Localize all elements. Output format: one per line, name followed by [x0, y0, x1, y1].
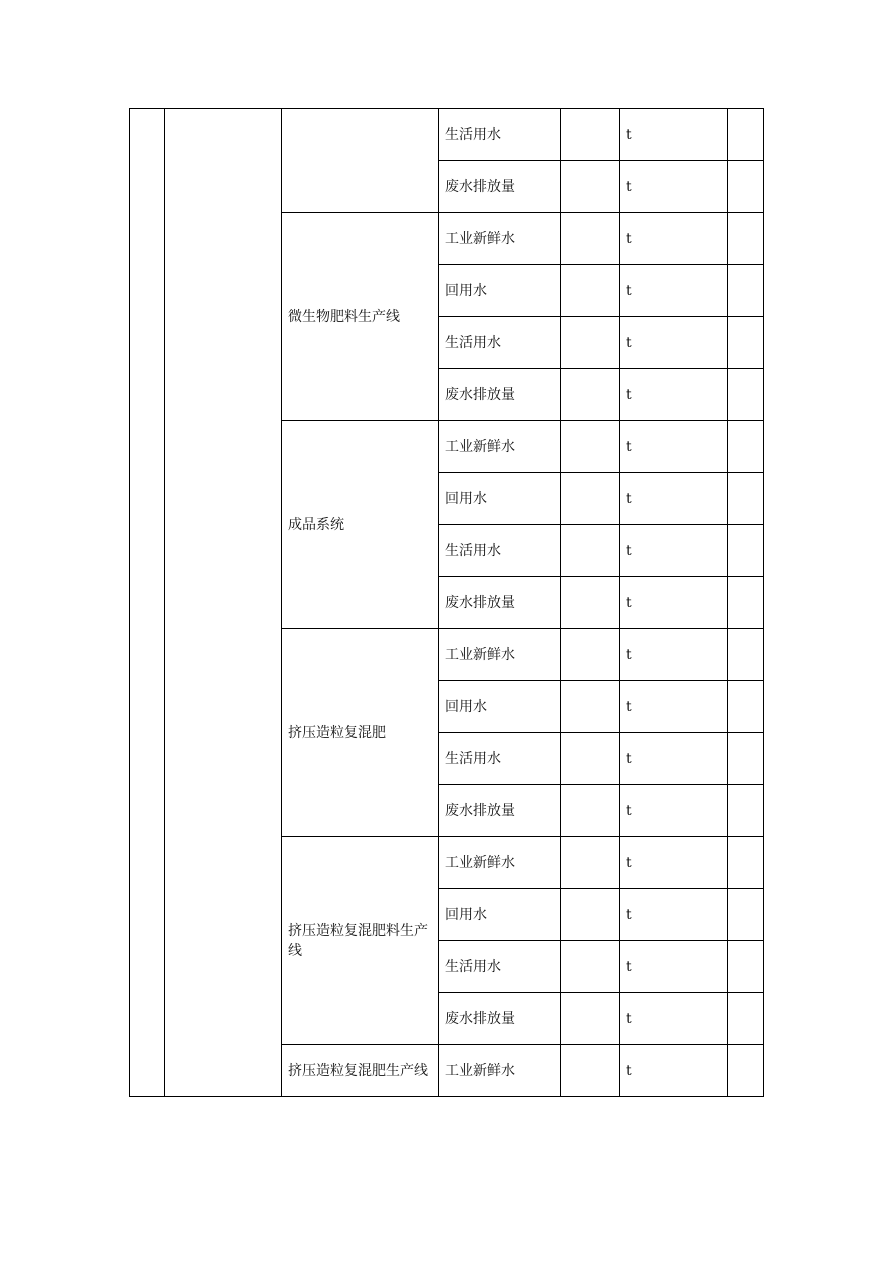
remark-cell	[728, 525, 764, 577]
unit-cell: t	[620, 161, 728, 213]
value-cell	[561, 265, 620, 317]
remark-cell	[728, 265, 764, 317]
production-line-cell: 微生物肥料生产线	[282, 213, 439, 421]
water-item-cell: 工业新鲜水	[439, 1045, 561, 1097]
category-cell	[165, 109, 282, 1097]
unit-cell: t	[620, 629, 728, 681]
remark-cell	[728, 889, 764, 941]
table-body	[130, 109, 764, 1097]
water-usage-table	[129, 108, 764, 1097]
unit-cell: t	[620, 993, 728, 1045]
water-item-cell: 回用水	[439, 889, 561, 941]
water-item-cell: 生活用水	[439, 733, 561, 785]
value-cell	[561, 941, 620, 993]
table-row	[130, 109, 764, 161]
remark-cell	[728, 1045, 764, 1097]
remark-cell	[728, 213, 764, 265]
value-cell	[561, 473, 620, 525]
value-cell	[561, 161, 620, 213]
unit-cell: t	[620, 889, 728, 941]
value-cell	[561, 1045, 620, 1097]
unit-cell: t	[620, 109, 728, 161]
unit-cell: t	[620, 837, 728, 889]
unit-cell: t	[620, 785, 728, 837]
remark-cell	[728, 941, 764, 993]
unit-cell: t	[620, 369, 728, 421]
value-cell	[561, 785, 620, 837]
production-line-cell: 挤压造粒复混肥生产线	[282, 1045, 439, 1097]
value-cell	[561, 837, 620, 889]
value-cell	[561, 213, 620, 265]
value-cell	[561, 421, 620, 473]
production-line-cell: 挤压造粒复混肥	[282, 629, 439, 837]
water-item-cell: 废水排放量	[439, 785, 561, 837]
unit-cell: t	[620, 317, 728, 369]
remark-cell	[728, 681, 764, 733]
remark-cell	[728, 837, 764, 889]
value-cell	[561, 525, 620, 577]
index-cell	[130, 109, 165, 1097]
unit-cell: t	[620, 473, 728, 525]
unit-cell: t	[620, 265, 728, 317]
remark-cell	[728, 421, 764, 473]
water-item-cell: 工业新鲜水	[439, 213, 561, 265]
remark-cell	[728, 993, 764, 1045]
unit-cell: t	[620, 681, 728, 733]
remark-cell	[728, 473, 764, 525]
remark-cell	[728, 369, 764, 421]
unit-cell: t	[620, 525, 728, 577]
water-item-cell: 回用水	[439, 681, 561, 733]
remark-cell	[728, 161, 764, 213]
water-item-cell: 废水排放量	[439, 161, 561, 213]
remark-cell	[728, 577, 764, 629]
remark-cell	[728, 109, 764, 161]
unit-cell: t	[620, 577, 728, 629]
remark-cell	[728, 629, 764, 681]
value-cell	[561, 109, 620, 161]
production-line-cell	[282, 109, 439, 213]
production-line-cell: 挤压造粒复混肥料生产线	[282, 837, 439, 1045]
remark-cell	[728, 785, 764, 837]
value-cell	[561, 993, 620, 1045]
water-item-cell: 废水排放量	[439, 993, 561, 1045]
unit-cell: t	[620, 941, 728, 993]
value-cell	[561, 629, 620, 681]
value-cell	[561, 889, 620, 941]
water-item-cell: 生活用水	[439, 109, 561, 161]
unit-cell: t	[620, 1045, 728, 1097]
water-item-cell: 生活用水	[439, 317, 561, 369]
value-cell	[561, 577, 620, 629]
water-item-cell: 工业新鲜水	[439, 629, 561, 681]
water-item-cell: 回用水	[439, 473, 561, 525]
water-item-cell: 工业新鲜水	[439, 421, 561, 473]
water-item-cell: 废水排放量	[439, 577, 561, 629]
value-cell	[561, 369, 620, 421]
water-item-cell: 生活用水	[439, 525, 561, 577]
unit-cell: t	[620, 733, 728, 785]
value-cell	[561, 733, 620, 785]
value-cell	[561, 681, 620, 733]
unit-cell: t	[620, 213, 728, 265]
value-cell	[561, 317, 620, 369]
production-line-cell: 成品系统	[282, 421, 439, 629]
water-item-cell: 生活用水	[439, 941, 561, 993]
unit-cell: t	[620, 421, 728, 473]
remark-cell	[728, 733, 764, 785]
water-item-cell: 回用水	[439, 265, 561, 317]
water-item-cell: 工业新鲜水	[439, 837, 561, 889]
water-item-cell: 废水排放量	[439, 369, 561, 421]
remark-cell	[728, 317, 764, 369]
